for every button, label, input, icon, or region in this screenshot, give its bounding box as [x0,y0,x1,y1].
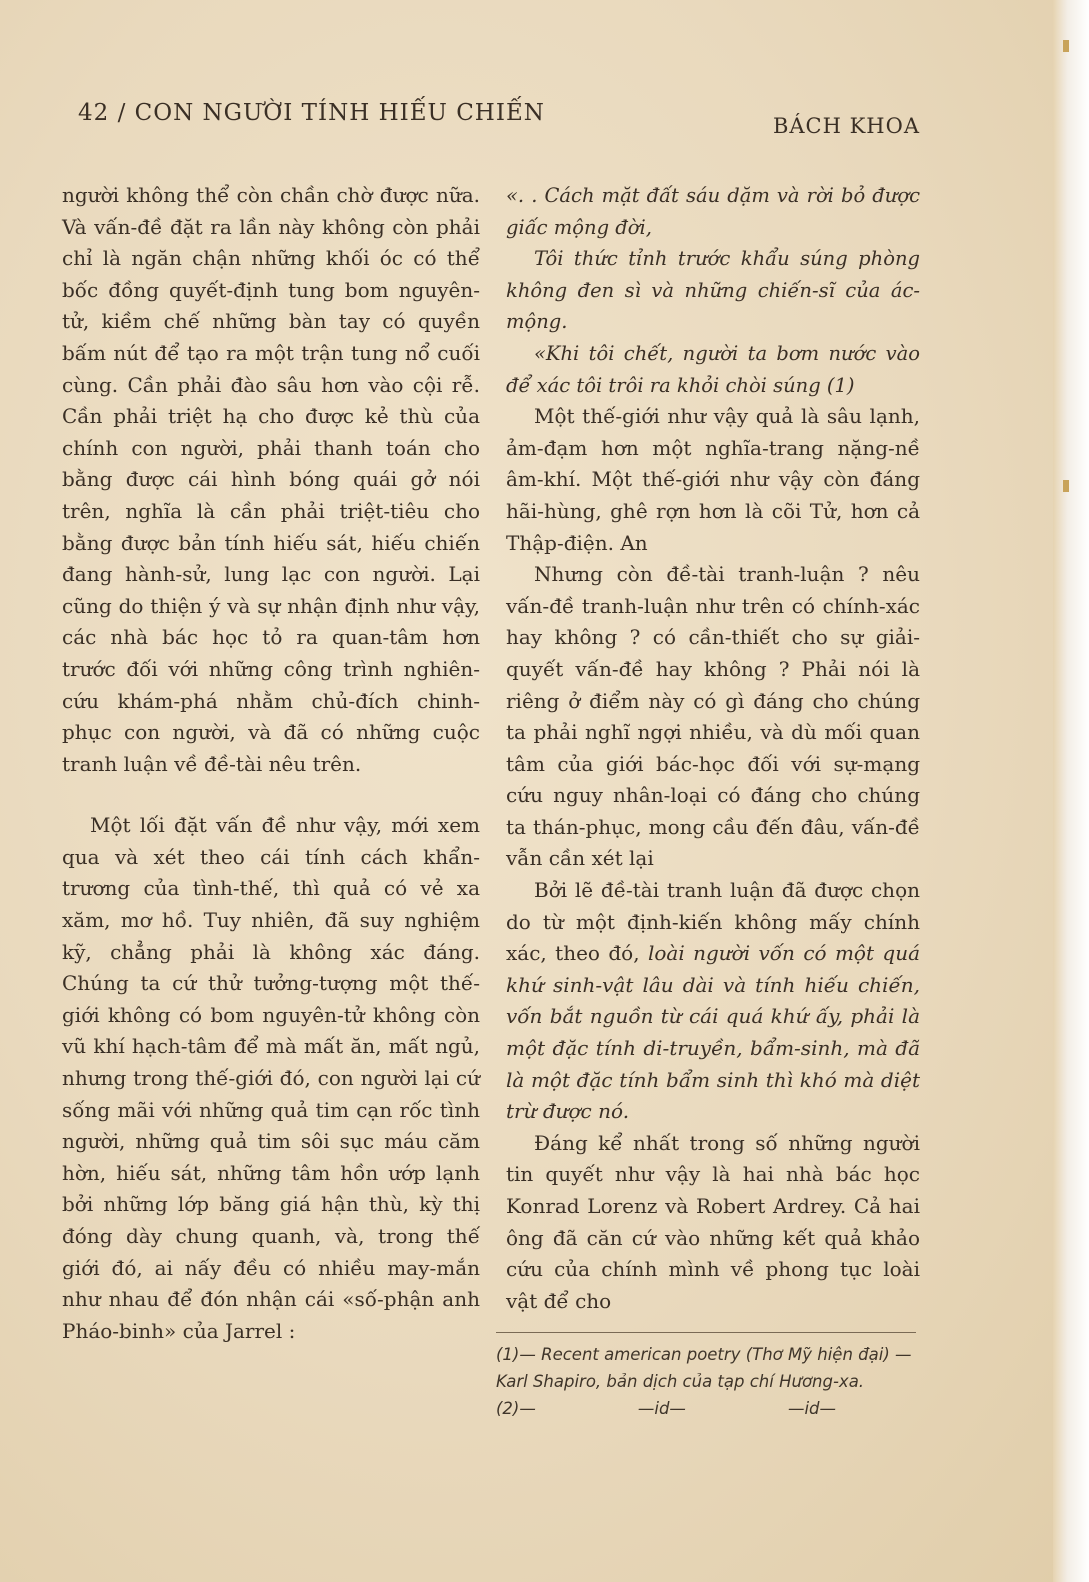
poem-line: «Khi tôi chết, người ta bơm nước vào để xác tôi trôi ra khỏi chòi súng (1) [506,341,920,397]
header-magazine-name: BÁCH KHOA [772,114,920,138]
tape-mark [1063,40,1069,52]
paragraph: Một thế-giới như vậy quả là sâu lạnh, ảm-đạm hơn một nghĩa-trang nặng-nề âm-khí. Một thế-giới như vậy còn đáng hãi-hùng, ghê rợn hơn là cõi Tử, hơn cả Thập-điện. An [506,404,920,555]
poem-line: «. . Cách mặt đất sáu dặm và rời bỏ được giấc mộng đời, [506,184,920,239]
paragraph-text: Bởi lẽ đề-tài tranh luận đã được chọn do từ một định-kiến không mấy chính xác, theo đó, [506,878,920,966]
emphasis-text: loài người vốn có một quá khứ sinh-vật lâu dài và tính hiếu chiến, vốn bắt nguồn từ cái quá khứ ấy, phải là một đặc tính di-truyền, bẩm-sinh, mà đã là một đặc tính bẩm sinh thì khó mà diệt trừ được nó. [506,941,920,1124]
footnote-1: (1)— Recent american poetry (Thơ Mỹ hiện đại) — Karl Shapiro, bản dịch của tạp chí Hương-xa. [496,1345,912,1391]
footnote-2-number: (2)— [496,1399,536,1418]
paragraph [506,875,920,1128]
footnote-2-ref: —id— [637,1399,686,1418]
tape-mark [1063,480,1069,492]
running-header [78,100,920,140]
paragraph: Đáng kể nhất trong số những người tin quyết như vậy là hai nhà bác học Konrad Lorenz và Robert Ardrey. Cả hai ông đã căn cứ vào những kết quả khảo cứu của chính mình về phong tục loài vật để cho [506,1130,920,1313]
footnotes [496,1332,916,1422]
footnote-2-ref: —id— [787,1399,836,1418]
paragraph: người không thể còn chần chờ được nữa. Và vấn-đề đặt ra lần này không còn phải chỉ là ngăn chận những khối óc có thể bốc đồng quyết-định tung bom nguyên-tử, kiềm chế những bàn tay có quyền bấm nút để tạo ra một trận tung nổ cuối cùng. Cần phải đào sâu hơn vào cội rễ. Cần phải triệt hạ cho được kẻ thù của chính con người, phải thanh toán cho bằng được cái hình bóng quái gở nói trên, nghĩa là cần phải triệt-tiêu cho bằng được bản tính hiếu sát, hiếu chiến đang hành-sử, lung lạc con người. Lại cũng do thiện ý và sự nhận định như vậy, các nhà bác học tỏ ra quan-tâm hơn trước đối với những công trình nghiên-cứu khám-phá nhằm chủ-đích chinh-phục con người, và đã có những cuộc tranh luận về đề-tài nêu trên. [62,183,480,776]
paragraph: Nhưng còn đề-tài tranh-luận ? nêu vấn-đề tranh-luận như trên có chính-xác hay không ? có cần-thiết cho sự giải-quyết vấn-đề hay không ? Phải nói là riêng ở điểm này có gì đáng cho chúng ta phải nghĩ ngợi nhiều, và dù mối quan tâm của giới bác-học đối với sự-mạng cứu nguy nhân-loại có đáng cho chúng ta thán-phục, mong cầu đến đâu, vấn-đề vẫn cần xét lại [506,562,920,871]
left-column [62,180,480,1347]
paragraph: Một lối đặt vấn đề như vậy, mới xem qua và xét theo cái tính cách khẩn-trương của tình-thế, thì quả có vẻ xa xăm, mơ hồ. Tuy nhiên, đã suy nghiệm kỹ, chẳng phải là không xác đáng. Chúng ta cứ thử tưởng-tượng một thế-giới không có bom nguyên-tử không còn vũ khí hạch-tâm để mà mất ăn, mất ngủ, nhưng trong thế-giới đó, con người lại cứ sống mãi với những quả tim cạn rốc tình người, những quả tim sôi sục máu căm hờn, hiếu sát, những tâm hồn ướp lạnh bởi những lớp băng giá hận thù, kỳ thị đóng dày chung quanh, và, trong thế giới đó, ai nấy đều có nhiều may-mắn như nhau để đón nhận cái «số-phận anh Pháo-binh» của Jarrel : [62,813,480,1343]
right-column [506,180,920,1317]
header-page-title: 42 / CON NGƯỜI TÍNH HIẾU CHIẾN [78,100,545,126]
page-edge [1053,0,1089,1582]
footnote-2 [496,1395,836,1422]
poem-line: Tôi thức tỉnh trước khẩu súng phòng không đen sì và những chiến-sĩ của ác-mộng. [506,247,920,334]
